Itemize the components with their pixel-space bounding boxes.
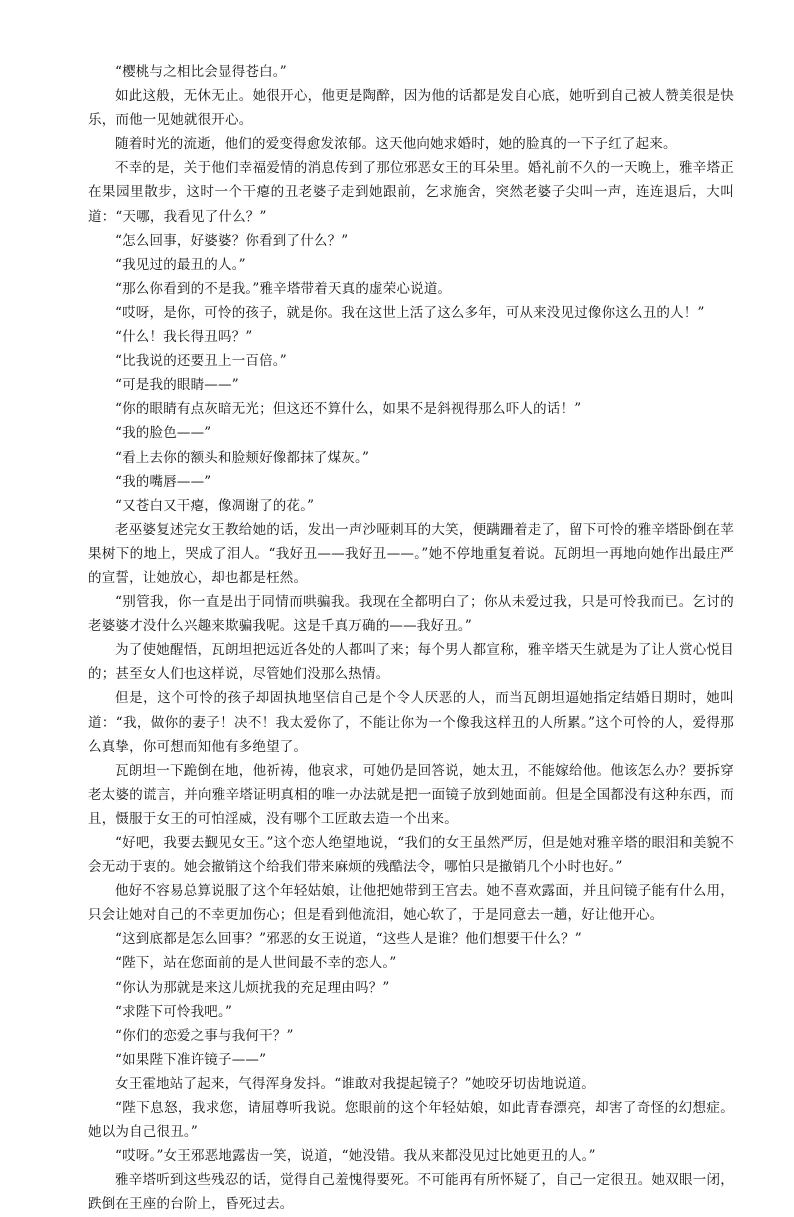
- story-paragraph: “我的嘴唇——”: [115, 473, 212, 490]
- story-paragraph: “怎么回事，好婆婆？你看到了什么？”: [115, 232, 349, 249]
- story-paragraph: “我的脸色——”: [115, 425, 212, 442]
- story-paragraph: “陛下息怒，我求您，请屈尊听我说。您眼前的这个年轻姑娘，如此青春漂亮，却害了奇怪的幻想症。她以为自己很丑。”: [88, 1100, 734, 1141]
- story-paragraph: 如此这般，无休无止。她很开心，他更是陶醉，因为他的话都是发自心底，她听到自己被人赞美很是快乐，而他一见她就很开心。: [88, 88, 734, 129]
- story-paragraph: 为了使她醒悟，瓦朗坦把远近各处的人都叫了来；每个男人都宣称，雅辛塔天生就是为了让人赏心悦目的；甚至女人们也这样说，尽管她们没那么热情。: [88, 642, 734, 683]
- story-paragraph: “可是我的眼睛——”: [115, 377, 239, 394]
- story-paragraph: “你们的恋爱之事与我何干？”: [115, 1027, 294, 1044]
- story-paragraph: “如果陛下准许镜子——”: [115, 1051, 267, 1068]
- story-paragraph: “你的眼睛有点灰暗无光；但这还不算什么，如果不是斜视得那么吓人的话！”: [115, 401, 582, 418]
- story-paragraph: 老巫婆复述完女王教给她的话，发出一声沙哑刺耳的大笑，便蹒跚着走了，留下可怜的雅辛塔卧倒在苹果树下的地上，哭成了泪人。“我好丑——我好丑——。”她不停地重复着说。瓦朗坦一再地向她作出最庄严的宣誓，让她放心，却也都是枉然。: [88, 521, 734, 586]
- story-paragraph: 但是，这个可怜的孩子却固执地坚信自己是个令人厌恶的人，而当瓦朗坦逼她指定结婚日期时，她叫道：“我，做你的妻子！决不！我太爱你了，不能让你为一个像我这样丑的人所累。”这个可怜的人，爱得那么真挚，你可想而知他有多绝望了。: [88, 690, 734, 755]
- story-paragraph: 他好不容易总算说服了这个年轻姑娘，让他把她带到王宫去。她不喜欢露面，并且问镜子能有什么用，只会让她对自己的不幸更加伤心；但是看到他流泪，她心软了，于是同意去一趟，好让他开心。: [88, 883, 734, 924]
- story-paragraph: “这到底都是怎么回事？”邪恶的女王说道，“这些人是谁？他们想要干什么？”: [115, 931, 582, 948]
- story-paragraph: “陛下，站在您面前的是人世间最不幸的恋人。”: [115, 955, 397, 972]
- story-paragraph: “又苍白又干瘪，像凋谢了的花。”: [115, 497, 315, 514]
- story-text-body: [88, 60, 734, 1217]
- story-paragraph: 随着时光的流逝，他们的爱变得愈发浓郁。这天他向她求婚时，她的脸真的一下子红了起来。: [115, 136, 677, 153]
- story-paragraph: “好吧，我要去觐见女王。”这个恋人绝望地说，“我们的女王虽然严厉，但是她对雅辛塔的眼泪和美貌不会无动于衷的。她会撤销这个给我们带来麻烦的残酷法令，哪怕只是撤销几个小时也好。”: [88, 835, 734, 876]
- story-paragraph: “你认为那就是来这儿烦扰我的充足理由吗？”: [115, 979, 390, 996]
- story-paragraph: “别管我，你一直是出于同情而哄骗我。我现在全都明白了；你从未爱过我，只是可怜我而已。乞讨的老婆婆才没什么兴趣来欺骗我呢。这是千真万确的——我好丑。”: [88, 594, 734, 635]
- story-paragraph: 女王霍地站了起来，气得浑身发抖。“谁敢对我提起镜子？”她咬牙切齿地说道。: [115, 1075, 596, 1092]
- story-paragraph: 雅辛塔听到这些残忍的话，觉得自己羞愧得要死。不可能再有所怀疑了，自己一定很丑。她双眼一闭，跌倒在王座的台阶上，昏死过去。: [88, 1172, 734, 1213]
- story-paragraph: “求陛下可怜我吧。”: [115, 1003, 233, 1020]
- story-paragraph: 瓦朗坦一下跪倒在地，他祈祷，他哀求，可她仍是回答说，她太丑，不能嫁给他。他该怎么办？要拆穿老太婆的谎言，并向雅辛塔证明真相的唯一办法就是把一面镜子放到她面前。但是全国都没有这种东西，而且，慑服于女王的可怕淫威，没有哪个工匠敢去造一个出来。: [88, 762, 734, 827]
- story-paragraph: “比我说的还要丑上一百倍。”: [115, 353, 287, 370]
- story-paragraph: “我见过的最丑的人。”: [115, 256, 246, 273]
- story-paragraph: 不幸的是，关于他们幸福爱情的消息传到了那位邪恶女王的耳朵里。婚礼前不久的一天晚上，雅辛塔正在果园里散步，这时一个干瘪的丑老婆子走到她跟前，乞求施舍，突然老婆子尖叫一声，连连退后，大叫道：“天哪，我看见了什么？”: [88, 160, 734, 225]
- story-paragraph: “那么你看到的不是我。”雅辛塔带着天真的虚荣心说道。: [115, 280, 452, 297]
- story-paragraph: “樱桃与之相比会显得苍白。”: [115, 64, 287, 80]
- story-paragraph: “哎呀，是你，可怜的孩子，就是你。我在这世上活了这么多年，可从来没见过像你这么丑的人！”: [115, 304, 705, 321]
- story-paragraph: “看上去你的额头和脸颊好像都抹了煤灰。”: [115, 449, 370, 466]
- story-paragraph: “哎呀。”女王邪恶地露齿一笑，说道，“她没错。我从来都没见过比她更丑的人。”: [115, 1148, 596, 1165]
- story-paragraph: “什么！我长得丑吗？”: [115, 329, 253, 346]
